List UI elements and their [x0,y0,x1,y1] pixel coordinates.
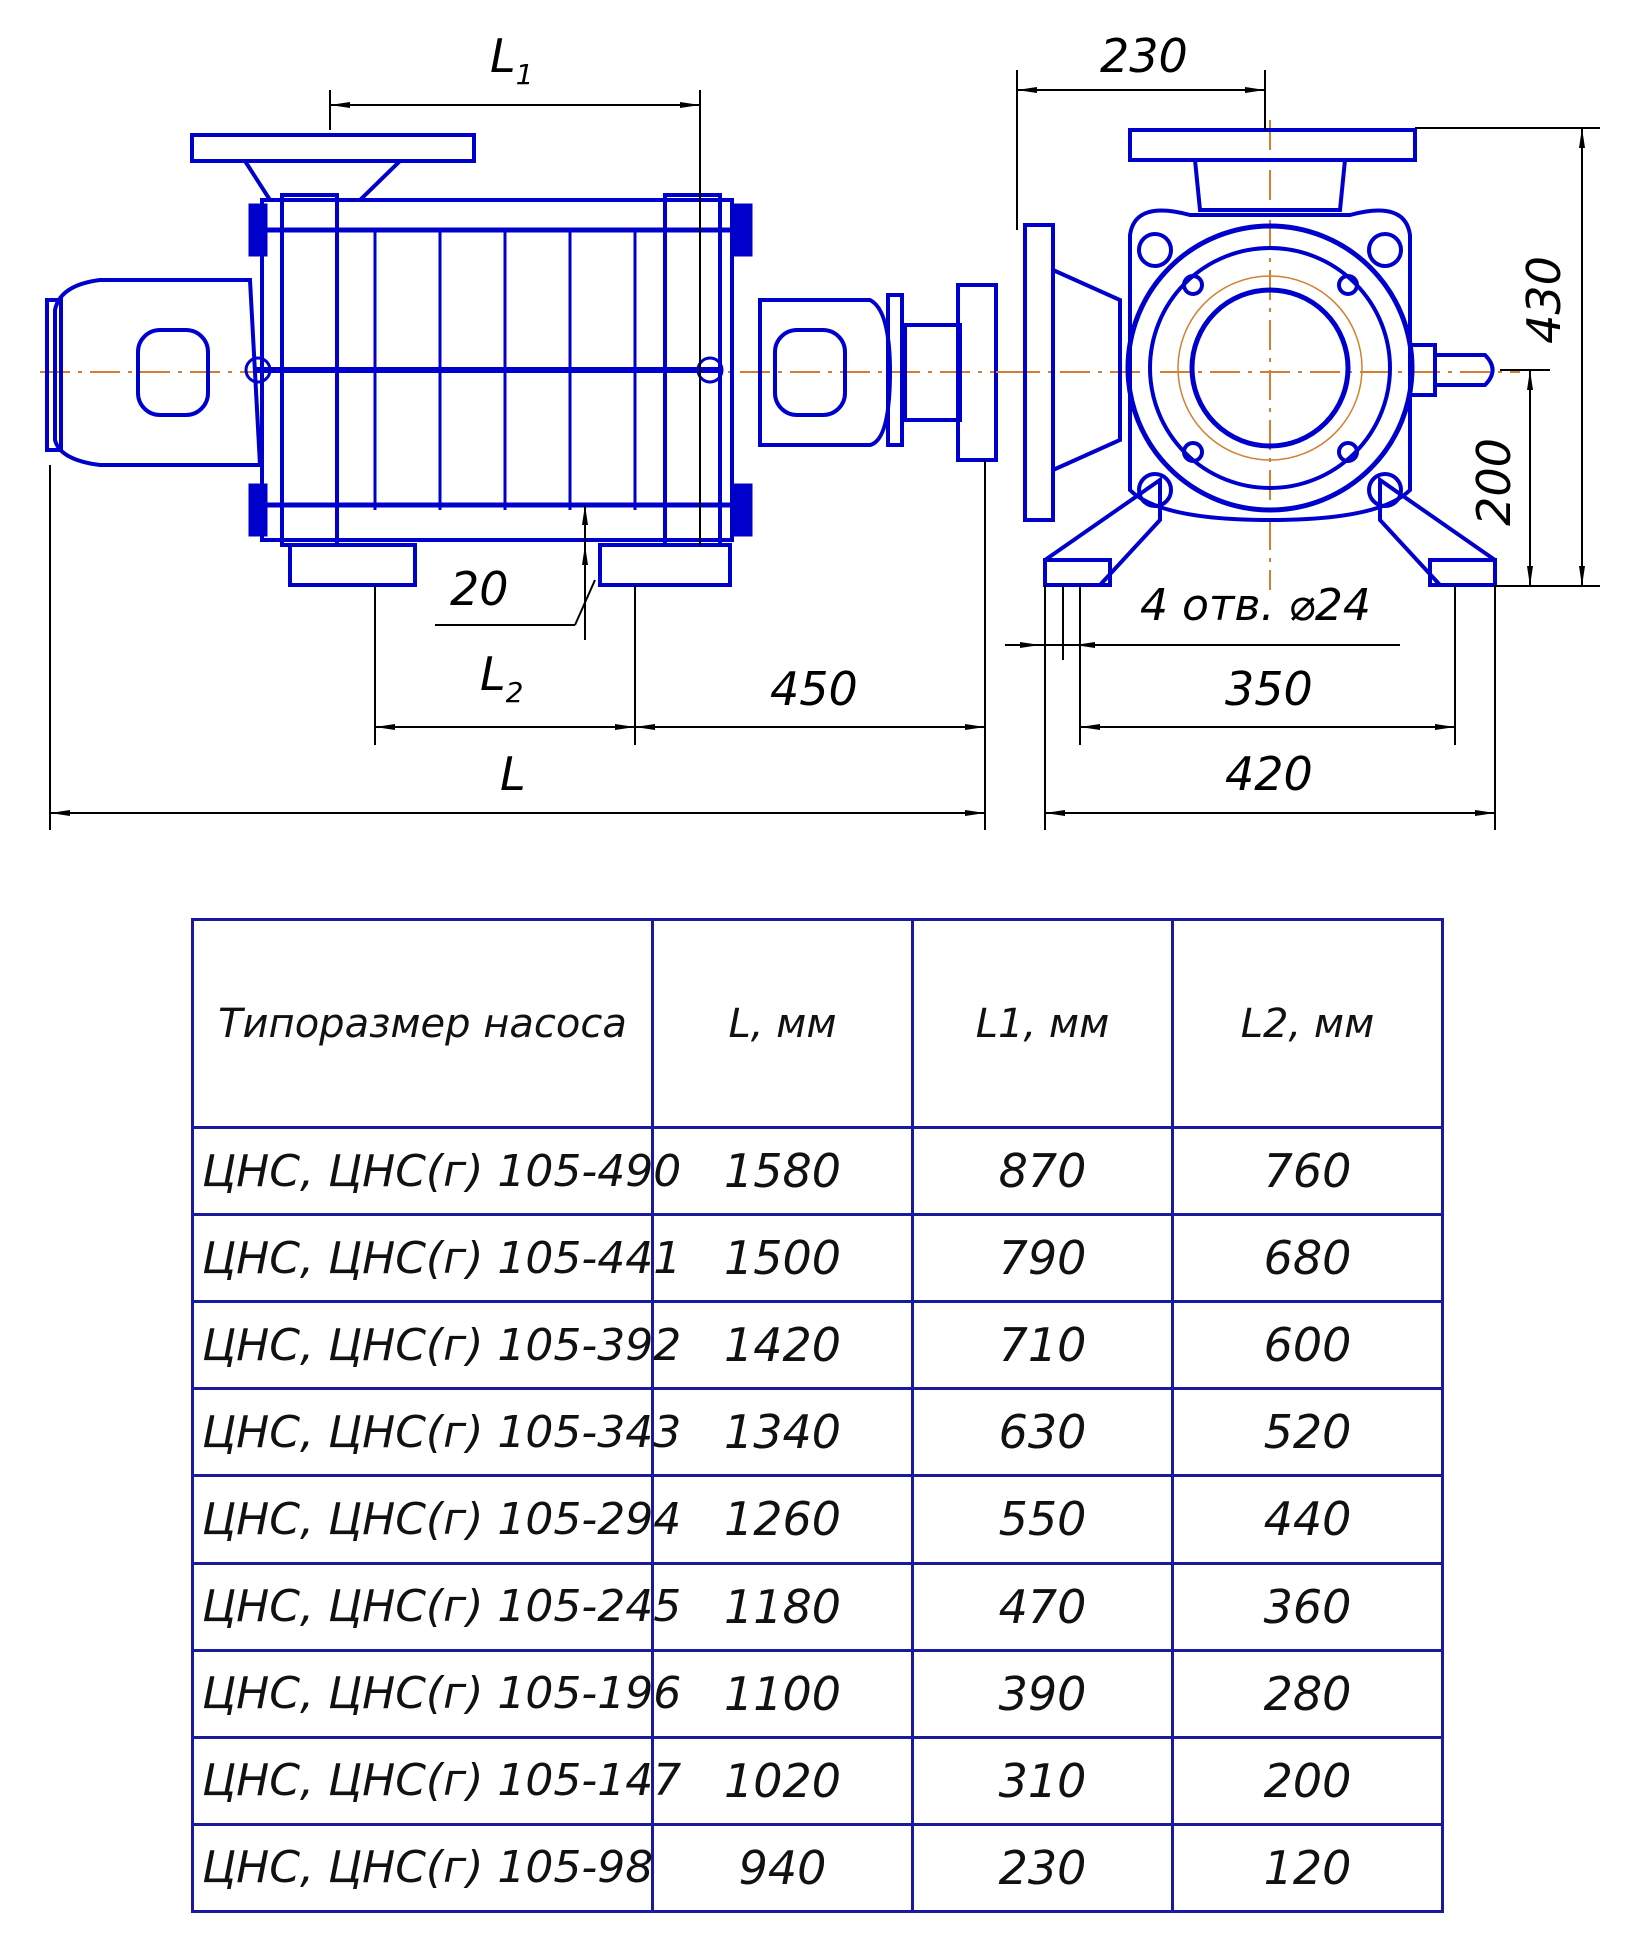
pump-dimensions-table [191,918,1444,1913]
cell-L1: 470 [913,1563,1173,1650]
cell-model: ЦНС, ЦНС(г) 105-98 [193,1824,653,1911]
cell-model: ЦНС, ЦНС(г) 105-245 [193,1563,653,1650]
dim-holes-label: 4 отв. ⌀24 [1140,580,1371,631]
table-row [193,1824,1443,1911]
left-foot [290,545,415,585]
cell-L: 1260 [653,1476,913,1563]
cell-L2: 200 [1173,1737,1443,1824]
cell-L2: 440 [1173,1476,1443,1563]
table-header-row [193,920,1443,1128]
dim-450-label: 450 [770,662,858,716]
cell-model: ЦНС, ЦНС(г) 105-294 [193,1476,653,1563]
cell-model: ЦНС, ЦНС(г) 105-147 [193,1737,653,1824]
cell-L1: 870 [913,1128,1173,1215]
outer-ring [1128,226,1412,510]
side-view [40,135,1030,585]
cell-L2: 120 [1173,1824,1443,1911]
cell-L2: 600 [1173,1302,1443,1389]
dim-L2-label: $L_2$ [480,647,524,709]
cell-L: 1180 [653,1563,913,1650]
cell-model: ЦНС, ЦНС(г) 105-490 [193,1128,653,1215]
table-row [193,1650,1443,1737]
cell-L1: 710 [913,1302,1173,1389]
cell-L1: 550 [913,1476,1173,1563]
dim-L1-label: $L_1$ [490,29,534,91]
table-row [193,1128,1443,1215]
base-legs [1045,480,1160,585]
cell-L2: 760 [1173,1128,1443,1215]
cell-model: ЦНС, ЦНС(г) 105-343 [193,1389,653,1476]
cell-L1: 630 [913,1389,1173,1476]
cell-L: 1580 [653,1128,913,1215]
cell-model: ЦНС, ЦНС(г) 105-441 [193,1215,653,1302]
right-foot [600,545,730,585]
cell-model: ЦНС, ЦНС(г) 105-196 [193,1650,653,1737]
dimensions-table-container [191,918,1441,1913]
cell-L: 1500 [653,1215,913,1302]
cell-L1: 230 [913,1824,1173,1911]
dim-L-label: L [500,747,526,801]
table-row [193,1389,1443,1476]
table-row [193,1563,1443,1650]
cell-L2: 520 [1173,1389,1443,1476]
cell-L2: 680 [1173,1215,1443,1302]
header-L: L, мм [653,920,913,1128]
table-row [193,1476,1443,1563]
header-model: Типоразмер насоса [193,920,653,1128]
cell-L1: 790 [913,1215,1173,1302]
discharge-flange [192,135,474,161]
cell-model: ЦНС, ЦНС(г) 105-392 [193,1302,653,1389]
dim-350-label: 350 [1225,662,1313,716]
cell-L: 1420 [653,1302,913,1389]
header-L1: L1, мм [913,920,1173,1128]
cell-L: 1340 [653,1389,913,1476]
cell-L1: 390 [913,1650,1173,1737]
cell-L2: 360 [1173,1563,1443,1650]
top-flange [1130,130,1415,160]
table-row [193,1302,1443,1389]
table-row [193,1737,1443,1824]
end-view [1010,120,1520,590]
cell-L: 1100 [653,1650,913,1737]
table-row [193,1215,1443,1302]
dim-20-label: 20 [450,562,509,616]
cell-L: 1020 [653,1737,913,1824]
cell-L2: 280 [1173,1650,1443,1737]
cell-L: 940 [653,1824,913,1911]
dim-430-label: 430 [1517,256,1571,344]
pump-dimension-drawing [0,0,1635,870]
dim-200-label: 200 [1467,438,1521,526]
cell-L1: 310 [913,1737,1173,1824]
header-L2: L2, мм [1173,920,1443,1128]
dim-230-label: 230 [1100,29,1188,83]
dim-420-label: 420 [1225,747,1313,801]
